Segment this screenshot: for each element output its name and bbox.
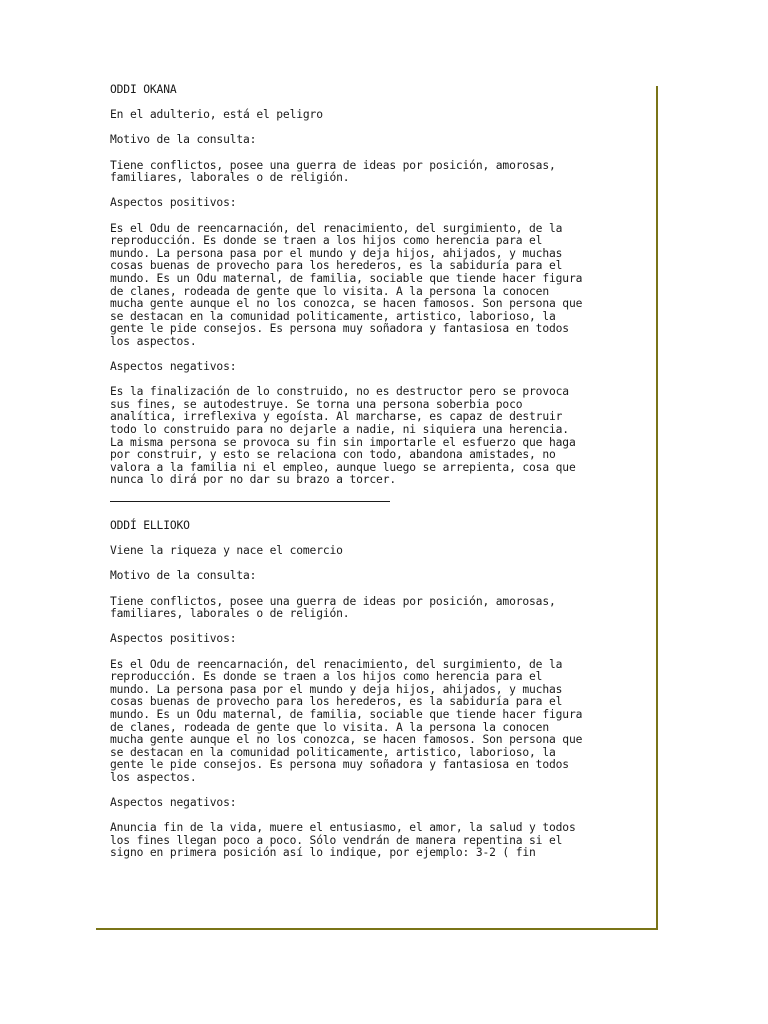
section-title: ODDÍ OKANA bbox=[110, 84, 177, 96]
section-proverb: En el adulterio, está el peligro bbox=[110, 108, 323, 122]
positive-text: Es el Odu de reencarnación, del renacimiento, del surgimiento, de la reproducción. Es donde se traen a los hijos como herencia para el mundo. La persona pasa por el mundo y deja hijos, ahijados, y muchas cosas buenas de provecho para los herederos, es la sabiduría para el mundo. Es un Odu maternal, de familia, sociable que tiende hacer figura de clanes, rodeada de gente que lo visita. A la persona la conocen mucha gente aunque el no los conozca, se hacen famosos. Son persona que se destacan en la comunidad politicamente, artistico, laborioso, la gente le pide consejos. Es persona muy soñadora y fantasiosa en todos los aspectos. bbox=[110, 657, 583, 784]
negative-text: Anuncia fin de la vida, muere el entusiasmo, el amor, la salud y todos los fines llegan poco a poco. Sólo vendrán de manera repentina si el signo en primera posición así lo indique, por ejemplo: 3-2 ( fin bbox=[110, 821, 576, 860]
section-proverb: Viene la riqueza y nace el comercio bbox=[110, 544, 343, 558]
positive-label: Aspectos positivos: bbox=[110, 196, 237, 210]
negative-label: Aspectos negativos: bbox=[110, 796, 237, 810]
consult-label: Motivo de la consulta: bbox=[110, 133, 257, 147]
consult-label: Motivo de la consulta: bbox=[110, 569, 257, 583]
negative-label: Aspectos negativos: bbox=[110, 360, 237, 374]
document-body bbox=[110, 84, 630, 932]
section-divider bbox=[110, 501, 390, 502]
consult-text: Tiene conflictos, posee una guerra de ideas por posición, amorosas, familiares, laborales o de religión. bbox=[110, 594, 556, 621]
odu-section-ellioko bbox=[110, 520, 630, 860]
consult-text: Tiene conflictos, posee una guerra de ideas por posición, amorosas, familiares, laborales o de religión. bbox=[110, 158, 556, 185]
positive-text: Es el Odu de reencarnación, del renacimiento, del surgimiento, de la reproducción. Es donde se traen a los hijos como herencia para el mundo. La persona pasa por el mundo y deja hijos, ahijados, y muchas cosas buenas de provecho para los herederos, es la sabiduría para el mundo. Es un Odu maternal, de familia, sociable que tiende hacer figura de clanes, rodeada de gente que lo visita. A la persona la conocen mucha gente aunque el no los conozca, se hacen famosos. Son persona que se destacan en la comunidad politicamente, artistico, laborioso, la gente le pide consejos. Es persona muy soñadora y fantasiosa en todos los aspectos. bbox=[110, 221, 583, 348]
odu-section-okana bbox=[110, 84, 630, 487]
positive-label: Aspectos positivos: bbox=[110, 632, 237, 646]
negative-text: Es la finalización de lo construido, no es destructor pero se provoca sus fines, se autodestruye. Se torna una persona soberbia poco analítica, irreflexiva y egoísta. Al marcharse, es capaz de destruir todo lo construido para no dejarle a nadie, ni siquiera una herencia. La misma persona se provoca su fin sin importarle el esfuerzo que haga por construir, y esto se relaciona con todo, abandona amistades, no valora a la familia ni el empleo, aunque luego se arrepienta, cosa que nunca lo dirá por no dar su brazo a torcer. bbox=[110, 385, 576, 487]
section-title: ODDÍ ELLIOKO bbox=[110, 519, 190, 532]
